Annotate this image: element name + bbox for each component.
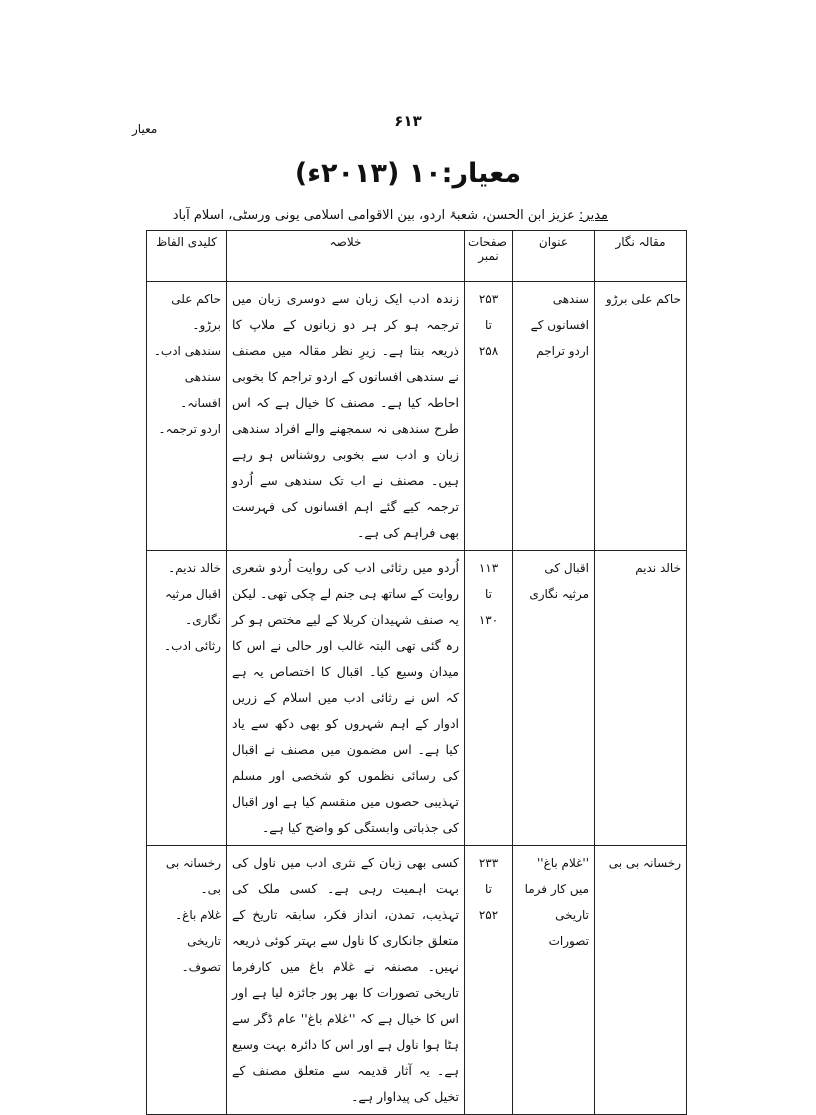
title-cell: اقبال کی مرثیہ نگاری (513, 551, 595, 846)
table-row (147, 846, 687, 1115)
page-end: ۲۵۸ (478, 344, 499, 358)
keyword: حاکم علی برڑو۔ (171, 292, 221, 332)
page-start: ۱۱۳ (478, 561, 499, 575)
page-start: ۲۵۳ (478, 292, 499, 306)
header-pages: صفحات نمبر (465, 231, 513, 282)
editor-line (173, 208, 608, 223)
keywords-cell (147, 846, 227, 1115)
title-cell: ''غلام باغ'' میں کار فرما تاریخی تصورات (513, 846, 595, 1115)
table-row (147, 282, 687, 551)
page-number: ۶۱۳ (394, 112, 422, 130)
page-end: ۲۵۲ (478, 908, 499, 922)
keyword: اقبال مرثیہ نگاری۔ (165, 587, 221, 627)
header-summary: خلاصہ (227, 231, 465, 282)
page-separator: تا (485, 318, 492, 332)
pages-cell (465, 551, 513, 846)
keywords-cell (147, 551, 227, 846)
articles-table (146, 230, 687, 1115)
page-separator: تا (485, 587, 492, 601)
header-keywords: کلیدی الفاظ (147, 231, 227, 282)
header-title: عنوان (513, 231, 595, 282)
keyword: تاریخی تصوف۔ (181, 934, 221, 974)
page-separator: تا (485, 882, 492, 896)
author-cell: رخسانہ بی بی (595, 846, 687, 1115)
running-header: معیار (132, 122, 158, 136)
author-cell: حاکم علی برڑو (595, 282, 687, 551)
page-start: ۲۳۳ (478, 856, 499, 870)
summary-cell: اُردو میں رثائی ادب کی روایت اُردو شعری روایت کے ساتھ ہی جنم لے چکی تھی۔ لیکن یہ صنف شہیدان کربلا کے لیے مختص ہو کر رہ گئی تھی البتہ غالب اور حالی نے اس کا میدان وسیع کیا۔ اقبال کا اختصاص یہ ہے کہ اس نے رثائی ادب میں اسلام کے زریں ادوار کے اہم شہروں کو بھی دکھ سے یاد کیا ہے۔ اس مضمون میں مصنف نے اقبال کی رسائی نظموں کو شخصی اور مسلم تہذیبی حصوں میں منقسم کیا ہے اور اقبال کی جذباتی وابستگی کو واضح کیا ہے۔ (227, 551, 465, 846)
keyword: رثائی ادب۔ (164, 639, 221, 653)
summary-cell: کسی بھی زبان کے نثری ادب میں ناول کی بہت اہمیت رہی ہے۔ کسی ملک کی تہذیب، تمدن، انداز فکر، سابقہ تاریخ کے متعلق جانکاری کا ناول سے بہتر کوئی ذریعہ نہیں۔ مصنفہ نے غلام باغ میں کارفرما تاریخی تصورات کا بھر پور جائزہ لیا ہے اور اس کا خیال ہے کہ ''غلام باغ'' عام ڈگر سے ہٹا ہوا ناول ہے اور اس کا دائرہ بہت وسیع ہے۔ یہ آثار قدیمہ سے متعلق مصنف کے تخیل کی پیداوار ہے۔ (227, 846, 465, 1115)
keywords-cell (147, 282, 227, 551)
pages-cell (465, 846, 513, 1115)
table-header-row (147, 231, 687, 282)
keyword: سندھی ادب۔ (153, 344, 221, 358)
keyword: خالد ندیم۔ (168, 561, 221, 575)
editor-text: عزیز ابن الحسن، شعبۂ اردو، بین الاقوامی اسلامی یونی ورسٹی، اسلام آباد (172, 208, 580, 223)
journal-title: معیار:۱۰ (۲۰۱۳ء) (294, 158, 522, 189)
keyword: غلام باغ۔ (175, 908, 221, 922)
author-cell: خالد ندیم (595, 551, 687, 846)
keyword: رخسانہ بی بی۔ (165, 856, 221, 896)
header-author: مقالہ نگار (595, 231, 687, 282)
title-cell: سندھی افسانوں کے اردو تراجم (513, 282, 595, 551)
keyword: سندھی افسانہ۔ (180, 370, 221, 410)
page-end: ۱۳۰ (478, 613, 499, 627)
summary-cell: زندہ ادب ایک زبان سے دوسری زبان میں ترجمہ ہو کر ہر دو زبانوں کے ملاپ کا ذریعہ بنتا ہے۔ زیرِ نظر مقالہ میں مصنف نے سندھی افسانوں کے اردو تراجم کا بخوبی احاطہ کیا ہے۔ مصنف کا خیال ہے کہ اس طرح سندھی نہ سمجھنے والے افراد سندھی زبان و ادب سے بخوبی روشناس ہو رہے ہیں۔ مصنف نے اب تک سندھی سے اُردو ترجمہ کیے گئے اہم افسانوں کی فہرست بھی فراہم کی ہے۔ (227, 282, 465, 551)
editor-label: مدیر: (579, 208, 608, 223)
keyword: اردو ترجمہ۔ (158, 422, 221, 436)
table-row (147, 551, 687, 846)
pages-cell (465, 282, 513, 551)
